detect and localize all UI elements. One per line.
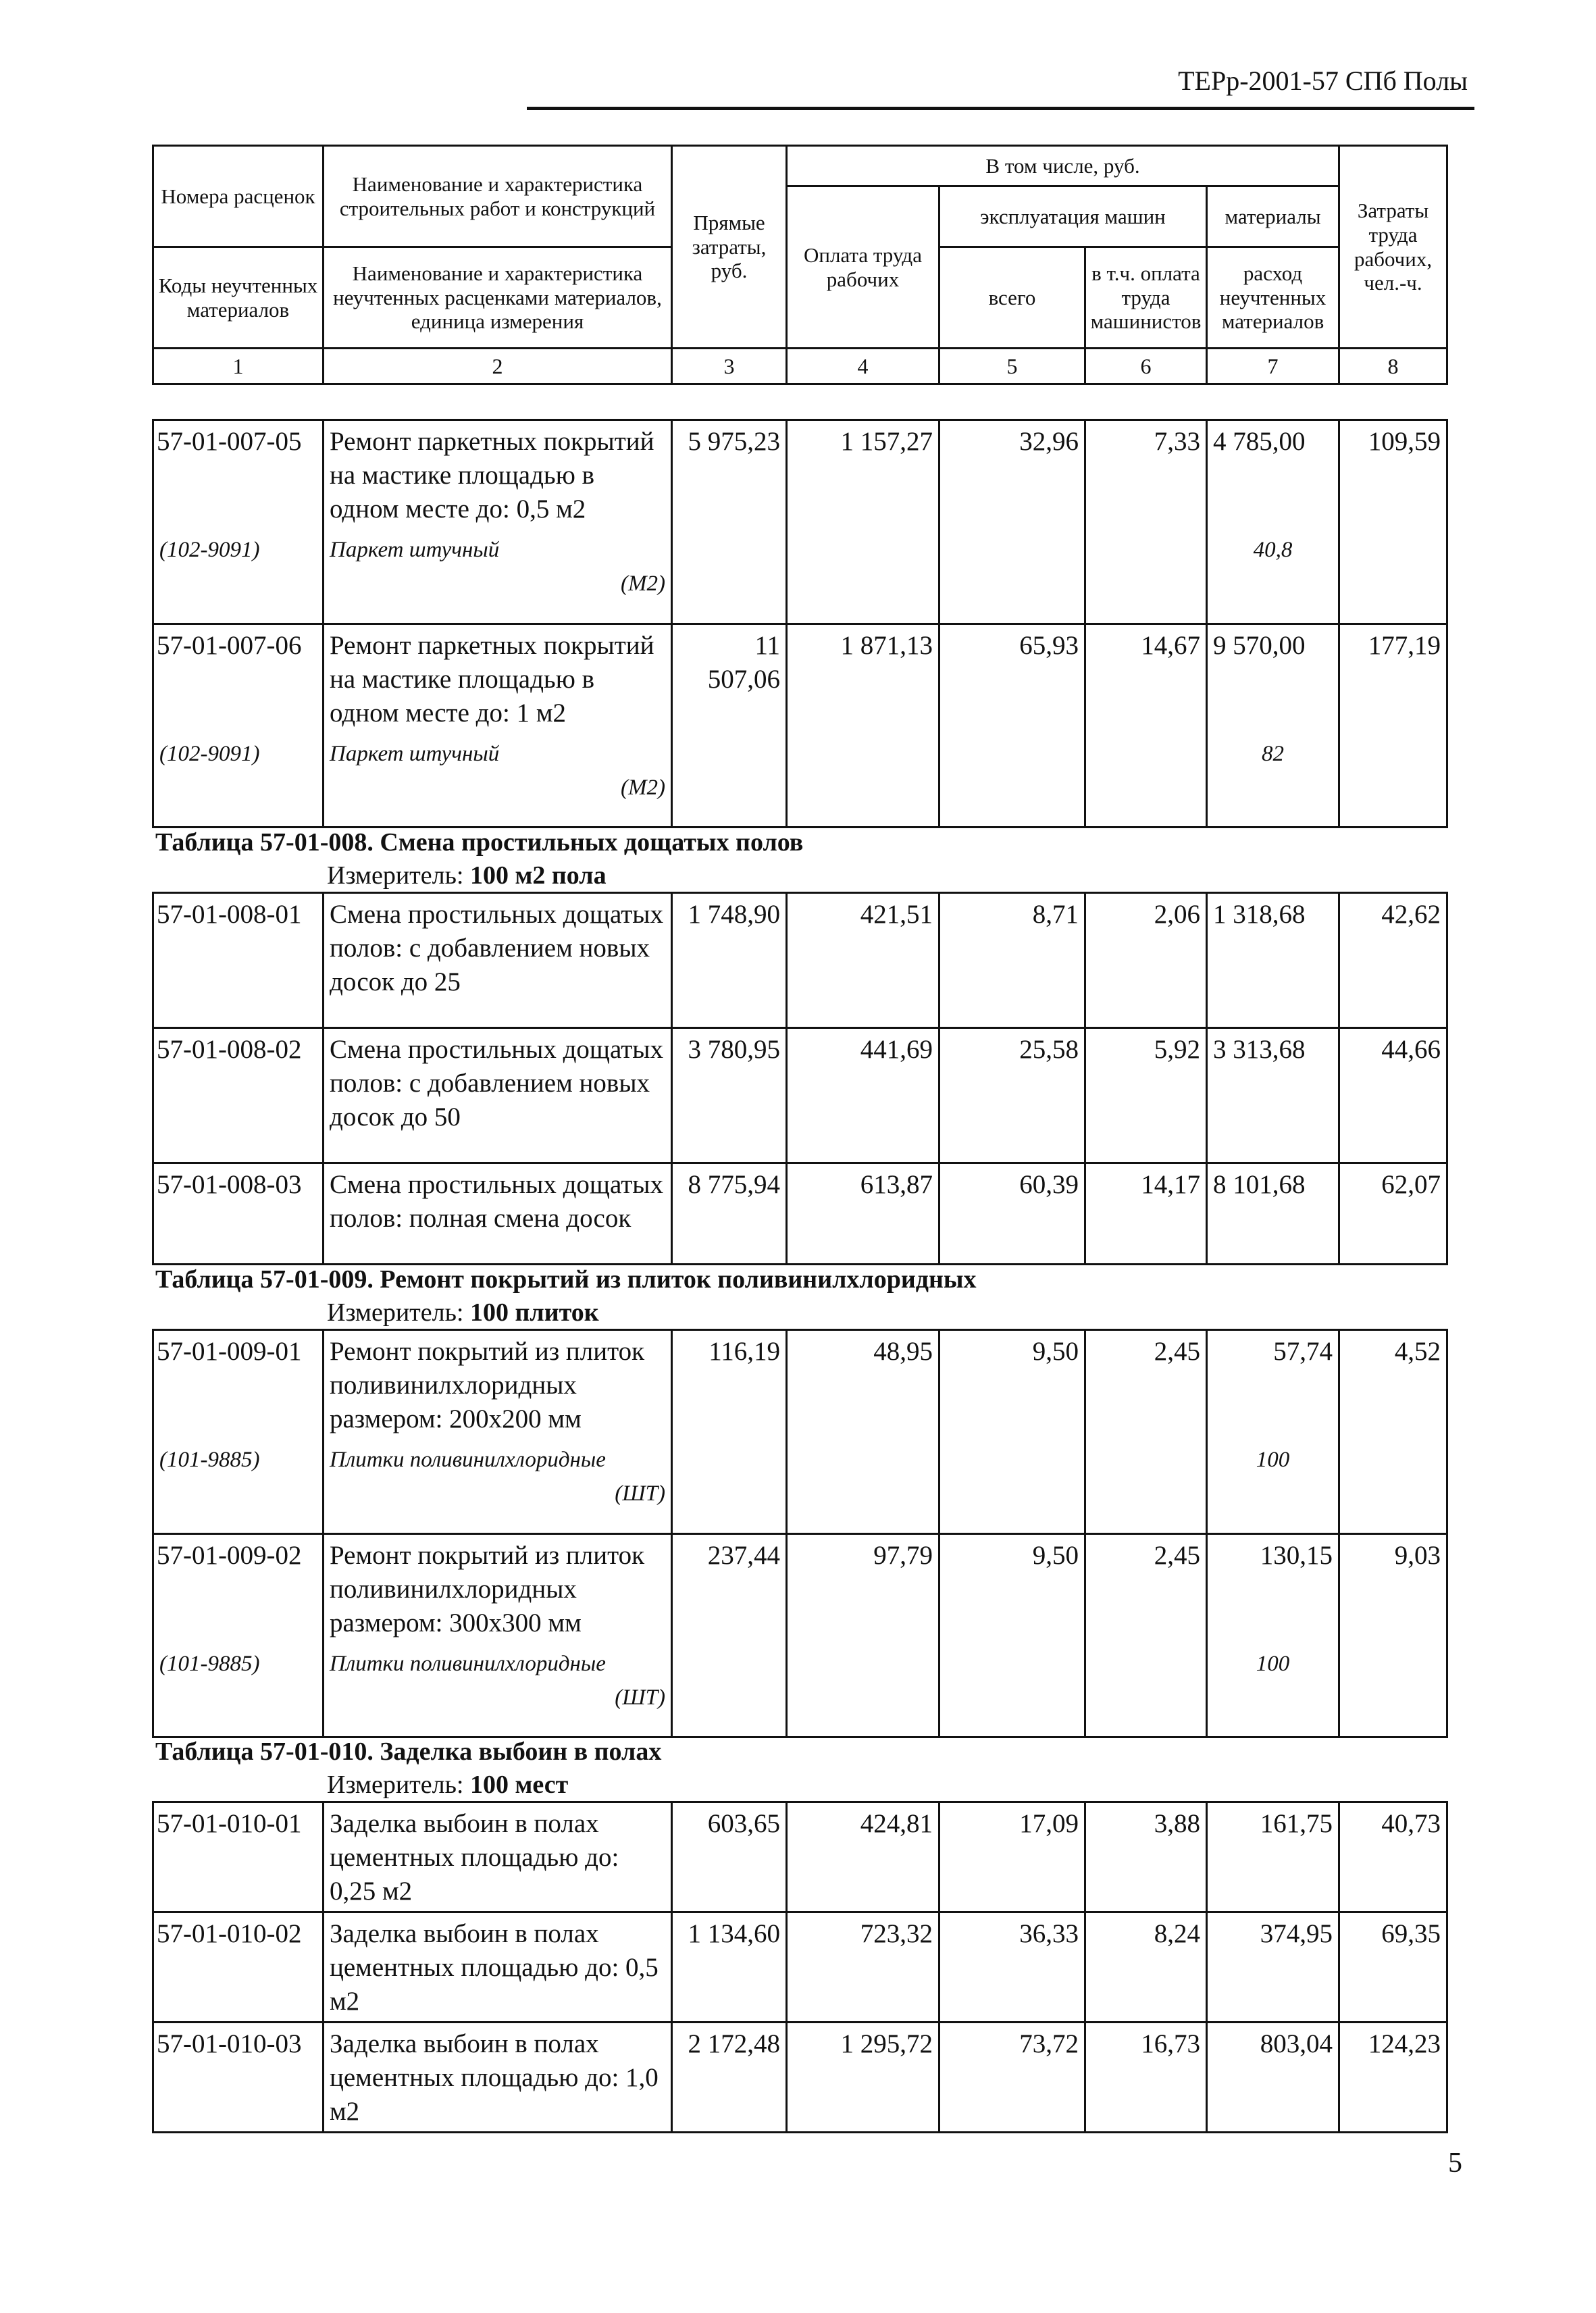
materials-cost: 161,75 [1207,1802,1339,1912]
column-header-table [152,145,1448,385]
table-008-body [152,892,1448,1265]
labor-hours: 124,23 [1339,2023,1447,2133]
direct-cost: 5 975,23 [672,420,787,530]
machinist-labor: 2,06 [1085,893,1207,1028]
material-row [153,1439,1447,1533]
table-row [153,1802,1447,1912]
rate-code: 57-01-010-01 [153,1802,324,1912]
machine-cost: 17,09 [939,1802,1085,1912]
material-code: (102-9091) [153,733,324,828]
material-name: Паркет штучный [330,741,500,766]
direct-cost: 8 775,94 [672,1163,787,1265]
rate-code: 57-01-009-01 [153,1330,324,1440]
table-row [153,2023,1447,2133]
labor-hours: 44,66 [1339,1028,1447,1163]
materials-cost: 374,95 [1207,1912,1339,2023]
col3-header: Прямые затраты, руб. [672,146,787,349]
measure-label: Измеритель: [327,1298,464,1327]
work-name: Ремонт покрытий из плиток поливинилхлоридных размером: 300х300 мм [324,1533,672,1643]
rate-code: 57-01-010-03 [153,2023,324,2133]
table-008-title: Таблица 57-01-008. Смена простильных дощатых полов [155,828,804,857]
machinist-labor: 14,67 [1085,624,1207,733]
table-009-measure [327,1298,599,1327]
labor-hours: 109,59 [1339,420,1447,530]
labor-hours: 42,62 [1339,893,1447,1028]
material-unit: (ШТ) [615,1481,665,1506]
rate-code: 57-01-008-01 [153,893,324,1028]
col2-top-header: Наименование и характеристика строительных работ и конструкций [324,146,672,247]
col-number: 3 [672,349,787,384]
page-number: 5 [1448,2147,1462,2179]
work-name: Заделка выбоин в полах цементных площадью до: 1,0 м2 [324,2023,672,2133]
rate-code: 57-01-009-02 [153,1533,324,1643]
material-name: Паркет штучный [330,538,500,562]
material-row [153,733,1447,828]
direct-cost: 3 780,95 [672,1028,787,1163]
rate-code: 57-01-010-02 [153,1912,324,2023]
material-unit: (М2) [621,775,665,800]
machinist-labor: 7,33 [1085,420,1207,530]
machine-cost: 32,96 [939,420,1085,530]
direct-cost: 116,19 [672,1330,787,1440]
work-name: Ремонт покрытий из плиток поливинилхлоридных размером: 200х200 мм [324,1330,672,1440]
materials-header: материалы [1207,186,1339,247]
labor-hours: 177,19 [1339,624,1447,733]
table-row [153,420,1447,530]
machine-cost: 9,50 [939,1533,1085,1643]
machine-cost: 60,39 [939,1163,1085,1265]
table-010-measure [327,1770,568,1800]
work-name: Смена простильных дощатых полов: с добавлением новых досок до 25 [324,893,672,1028]
machinist-labor: 2,45 [1085,1330,1207,1440]
table-row [153,1163,1447,1265]
material-code: (102-9091) [153,529,324,624]
labor-hours: 40,73 [1339,1802,1447,1912]
labor-cost: 97,79 [787,1533,939,1643]
labor-cost: 613,87 [787,1163,939,1265]
table-row [153,1028,1447,1163]
material-code: (101-9885) [153,1439,324,1533]
table-007-body [152,419,1448,828]
labor-cost: 1 871,13 [787,624,939,733]
machine-cost: 9,50 [939,1330,1085,1440]
material-name: Плитки поливинилхлоридные [330,1448,606,1472]
measure-value: 100 м2 пола [470,861,607,890]
material-qty: 100 [1207,1643,1339,1737]
direct-cost: 1 748,90 [672,893,787,1028]
table-010-title: Таблица 57-01-010. Заделка выбоин в полах [155,1737,662,1766]
machine-cost: 25,58 [939,1028,1085,1163]
material-qty: 40,8 [1207,529,1339,624]
rate-code: 57-01-008-03 [153,1163,324,1265]
col-number: 5 [939,349,1085,384]
machinist-labor: 14,17 [1085,1163,1207,1265]
col-number: 7 [1207,349,1339,384]
work-name: Смена простильных дощатых полов: полная смена досок [324,1163,672,1265]
direct-cost: 1 134,60 [672,1912,787,2023]
machinist-labor: 5,92 [1085,1028,1207,1163]
direct-cost: 2 172,48 [672,2023,787,2133]
machines-header: эксплуатация машин [939,186,1207,247]
table-009-title: Таблица 57-01-009. Ремонт покрытий из плиток поливинилхлоридных [155,1265,977,1294]
material-qty: 100 [1207,1439,1339,1533]
col7-header: расход неучтенных материалов [1207,247,1339,349]
work-name: Ремонт паркетных покрытий на мастике площадью в одном месте до: 0,5 м2 [324,420,672,530]
table-009-body [152,1329,1448,1738]
col6-header: в т.ч. оплата труда машинистов [1085,247,1207,349]
col-number: 1 [153,349,324,384]
col2-bottom-header: Наименование и характеристика неучтенных расценками материалов, единица измерения [324,247,672,349]
material-row [153,1643,1447,1737]
machine-cost: 36,33 [939,1912,1085,2023]
direct-cost: 603,65 [672,1802,787,1912]
labor-hours: 69,35 [1339,1912,1447,2023]
work-name: Заделка выбоин в полах цементных площадью до: 0,25 м2 [324,1802,672,1912]
materials-cost: 130,15 [1207,1533,1339,1643]
rate-code: 57-01-007-06 [153,624,324,733]
machinist-labor: 8,24 [1085,1912,1207,2023]
table-row [153,893,1447,1028]
material-code: (101-9885) [153,1643,324,1737]
col-number: 8 [1339,349,1447,384]
table-row [153,1330,1447,1440]
labor-cost: 723,32 [787,1912,939,2023]
col4-header: Оплата труда рабочих [787,186,939,349]
measure-value: 100 мест [470,1771,569,1799]
machine-cost: 8,71 [939,893,1085,1028]
materials-cost: 9 570,00 [1207,624,1339,733]
machinist-labor: 2,45 [1085,1533,1207,1643]
labor-cost: 1 295,72 [787,2023,939,2133]
material-name: Плитки поливинилхлоридные [330,1651,606,1676]
direct-cost: 11 507,06 [672,624,787,733]
col8-header: Затраты труда рабочих, чел.-ч. [1339,146,1447,349]
labor-hours: 9,03 [1339,1533,1447,1643]
machine-cost: 65,93 [939,624,1085,733]
group-header: В том числе, руб. [787,146,1339,186]
labor-cost: 1 157,27 [787,420,939,530]
col1-bottom-header: Коды неучтенных материалов [153,247,324,349]
work-name: Ремонт паркетных покрытий на мастике площадью в одном месте до: 1 м2 [324,624,672,733]
labor-cost: 441,69 [787,1028,939,1163]
machinist-labor: 16,73 [1085,2023,1207,2133]
measure-label: Измеритель: [327,861,464,890]
direct-cost: 237,44 [672,1533,787,1643]
table-008-measure [327,861,607,890]
table-row [153,624,1447,733]
measure-label: Измеритель: [327,1771,464,1799]
col-number: 4 [787,349,939,384]
work-name: Смена простильных дощатых полов: с добавлением новых досок до 50 [324,1028,672,1163]
col5-header: всего [939,247,1085,349]
table-010-body [152,1801,1448,2133]
rate-code: 57-01-008-02 [153,1028,324,1163]
work-name: Заделка выбоин в полах цементных площадью до: 0,5 м2 [324,1912,672,2023]
machine-cost: 73,72 [939,2023,1085,2133]
materials-cost: 803,04 [1207,2023,1339,2133]
document-header-title: ТЕРр-2001-57 СПб Полы [1178,66,1468,96]
labor-cost: 421,51 [787,893,939,1028]
machinist-labor: 3,88 [1085,1802,1207,1912]
labor-hours: 62,07 [1339,1163,1447,1265]
col-number: 2 [324,349,672,384]
materials-cost: 8 101,68 [1207,1163,1339,1265]
labor-cost: 424,81 [787,1802,939,1912]
table-row [153,1533,1447,1643]
material-unit: (ШТ) [615,1685,665,1710]
material-qty: 82 [1207,733,1339,828]
col-number: 6 [1085,349,1207,384]
rate-code: 57-01-007-05 [153,420,324,530]
materials-cost: 4 785,00 [1207,420,1339,530]
material-unit: (М2) [621,571,665,596]
header-rule [527,107,1474,110]
materials-cost: 1 318,68 [1207,893,1339,1028]
labor-cost: 48,95 [787,1330,939,1440]
labor-hours: 4,52 [1339,1330,1447,1440]
measure-value: 100 плиток [470,1298,599,1327]
col1-top-header: Номера расценок [153,146,324,247]
material-row [153,529,1447,624]
table-row [153,1912,1447,2023]
materials-cost: 57,74 [1207,1330,1339,1440]
materials-cost: 3 313,68 [1207,1028,1339,1163]
